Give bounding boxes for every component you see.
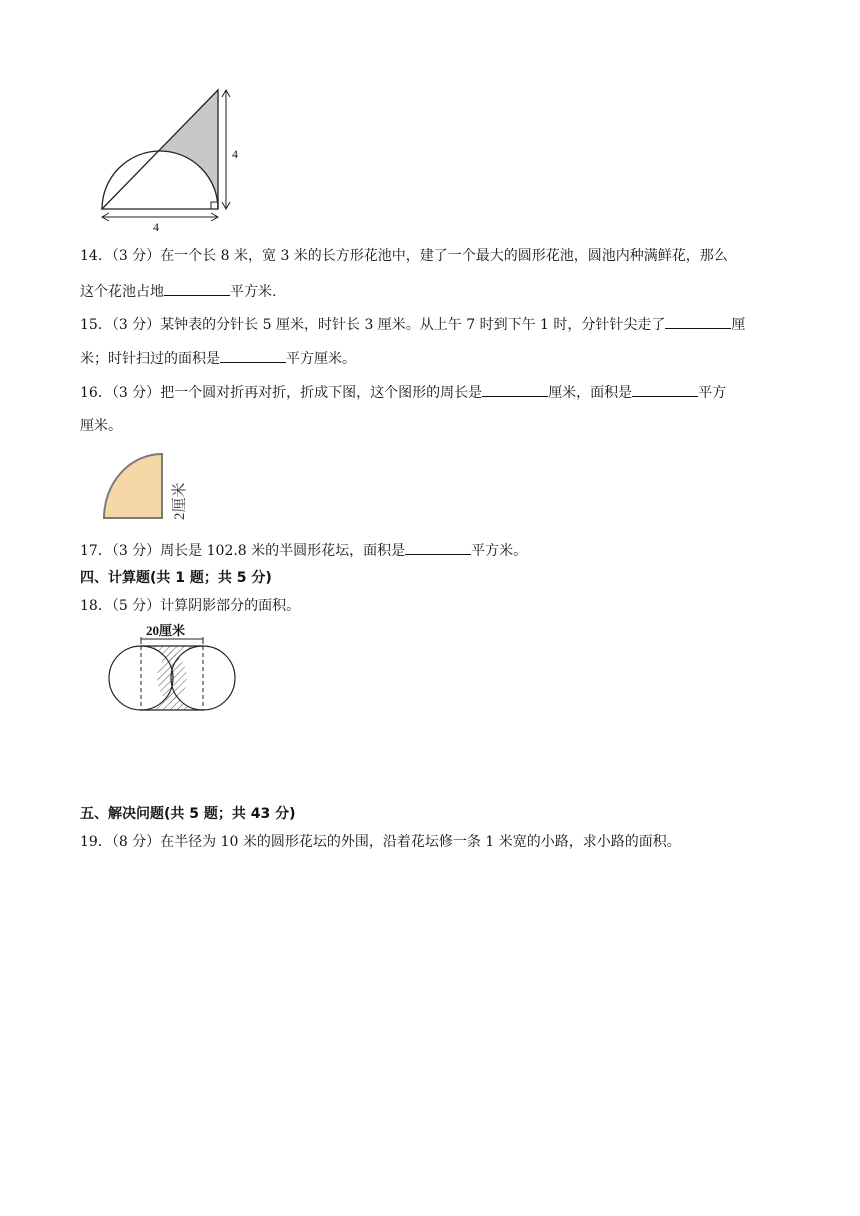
q14-line2: 这个花池占地 平方米. <box>80 281 276 302</box>
q14-answer-blank[interactable] <box>164 281 230 296</box>
q14-number: 14 <box>80 248 98 264</box>
section4-title: 四、计算题(共 1 题；共 5 分) <box>80 570 272 586</box>
q19-score: （8 分） <box>111 834 161 850</box>
q16-figure <box>100 450 196 522</box>
q19-line: 19．（8 分）在半径为 10 米的圆形花坛的外围，沿着花坛修一条 1 米宽的小路，求小路的面积。 <box>80 834 681 850</box>
q18-number: 18 <box>80 598 98 614</box>
q15-score: （3 分） <box>111 317 161 333</box>
q16-line1: 16．（3 分）把一个圆对折再对折，折成下图，这个图形的周长是 厘米，面积是 平方 <box>80 382 726 403</box>
q16-score: （3 分） <box>111 385 161 401</box>
q16-figure-label: 2厘米 <box>172 482 188 520</box>
q17-score: （3 分） <box>111 543 161 559</box>
q15-number: 15 <box>80 317 98 333</box>
q15-answer-blank-1[interactable] <box>665 314 731 329</box>
q17-number: 17 <box>80 543 98 559</box>
q16-line2: 厘米。 <box>80 418 122 434</box>
q15-line2: 米；时针扫过的面积是 平方厘米。 <box>80 348 356 369</box>
q15-answer-blank-2[interactable] <box>220 348 286 363</box>
q16-number: 16 <box>80 385 98 401</box>
section5-title: 五、解决问题(共 5 题；共 43 分) <box>80 806 296 822</box>
quarter-circle <box>104 454 162 518</box>
q18-line: 18．（5 分）计算阴影部分的面积。 <box>80 598 301 614</box>
q18-figure <box>104 620 240 716</box>
base-label: 4 <box>153 220 159 234</box>
q17-line: 17．（3 分）周长是 102.8 米的半圆形花坛，面积是 平方米。 <box>80 540 527 561</box>
q18-figure-label: 20厘米 <box>146 623 186 638</box>
height-label: 4 <box>232 147 238 161</box>
q18-score: （5 分） <box>111 598 161 614</box>
q16-answer-blank-2[interactable] <box>632 382 698 397</box>
q14-score: （3 分） <box>111 248 161 264</box>
q16-answer-blank-1[interactable] <box>482 382 548 397</box>
q17-answer-blank[interactable] <box>405 540 471 555</box>
q13-figure <box>92 84 252 234</box>
q15-line1: 15．（3 分）某钟表的分针长 5 厘米，时针长 3 厘米。从上午 7 时到下午 1 时，分针针尖走了 厘 <box>80 314 745 335</box>
q14-text-line1: 在一个长 8 米，宽 3 米的长方形花池中，建了一个最大的圆形花池，圆池内种满鲜花，那么 <box>160 248 728 264</box>
q19-number: 19 <box>80 834 98 850</box>
q14-line1: 14．（3 分）在一个长 8 米，宽 3 米的长方形花池中，建了一个最大的圆形花池，圆池内种满鲜花，那么 <box>80 248 728 264</box>
